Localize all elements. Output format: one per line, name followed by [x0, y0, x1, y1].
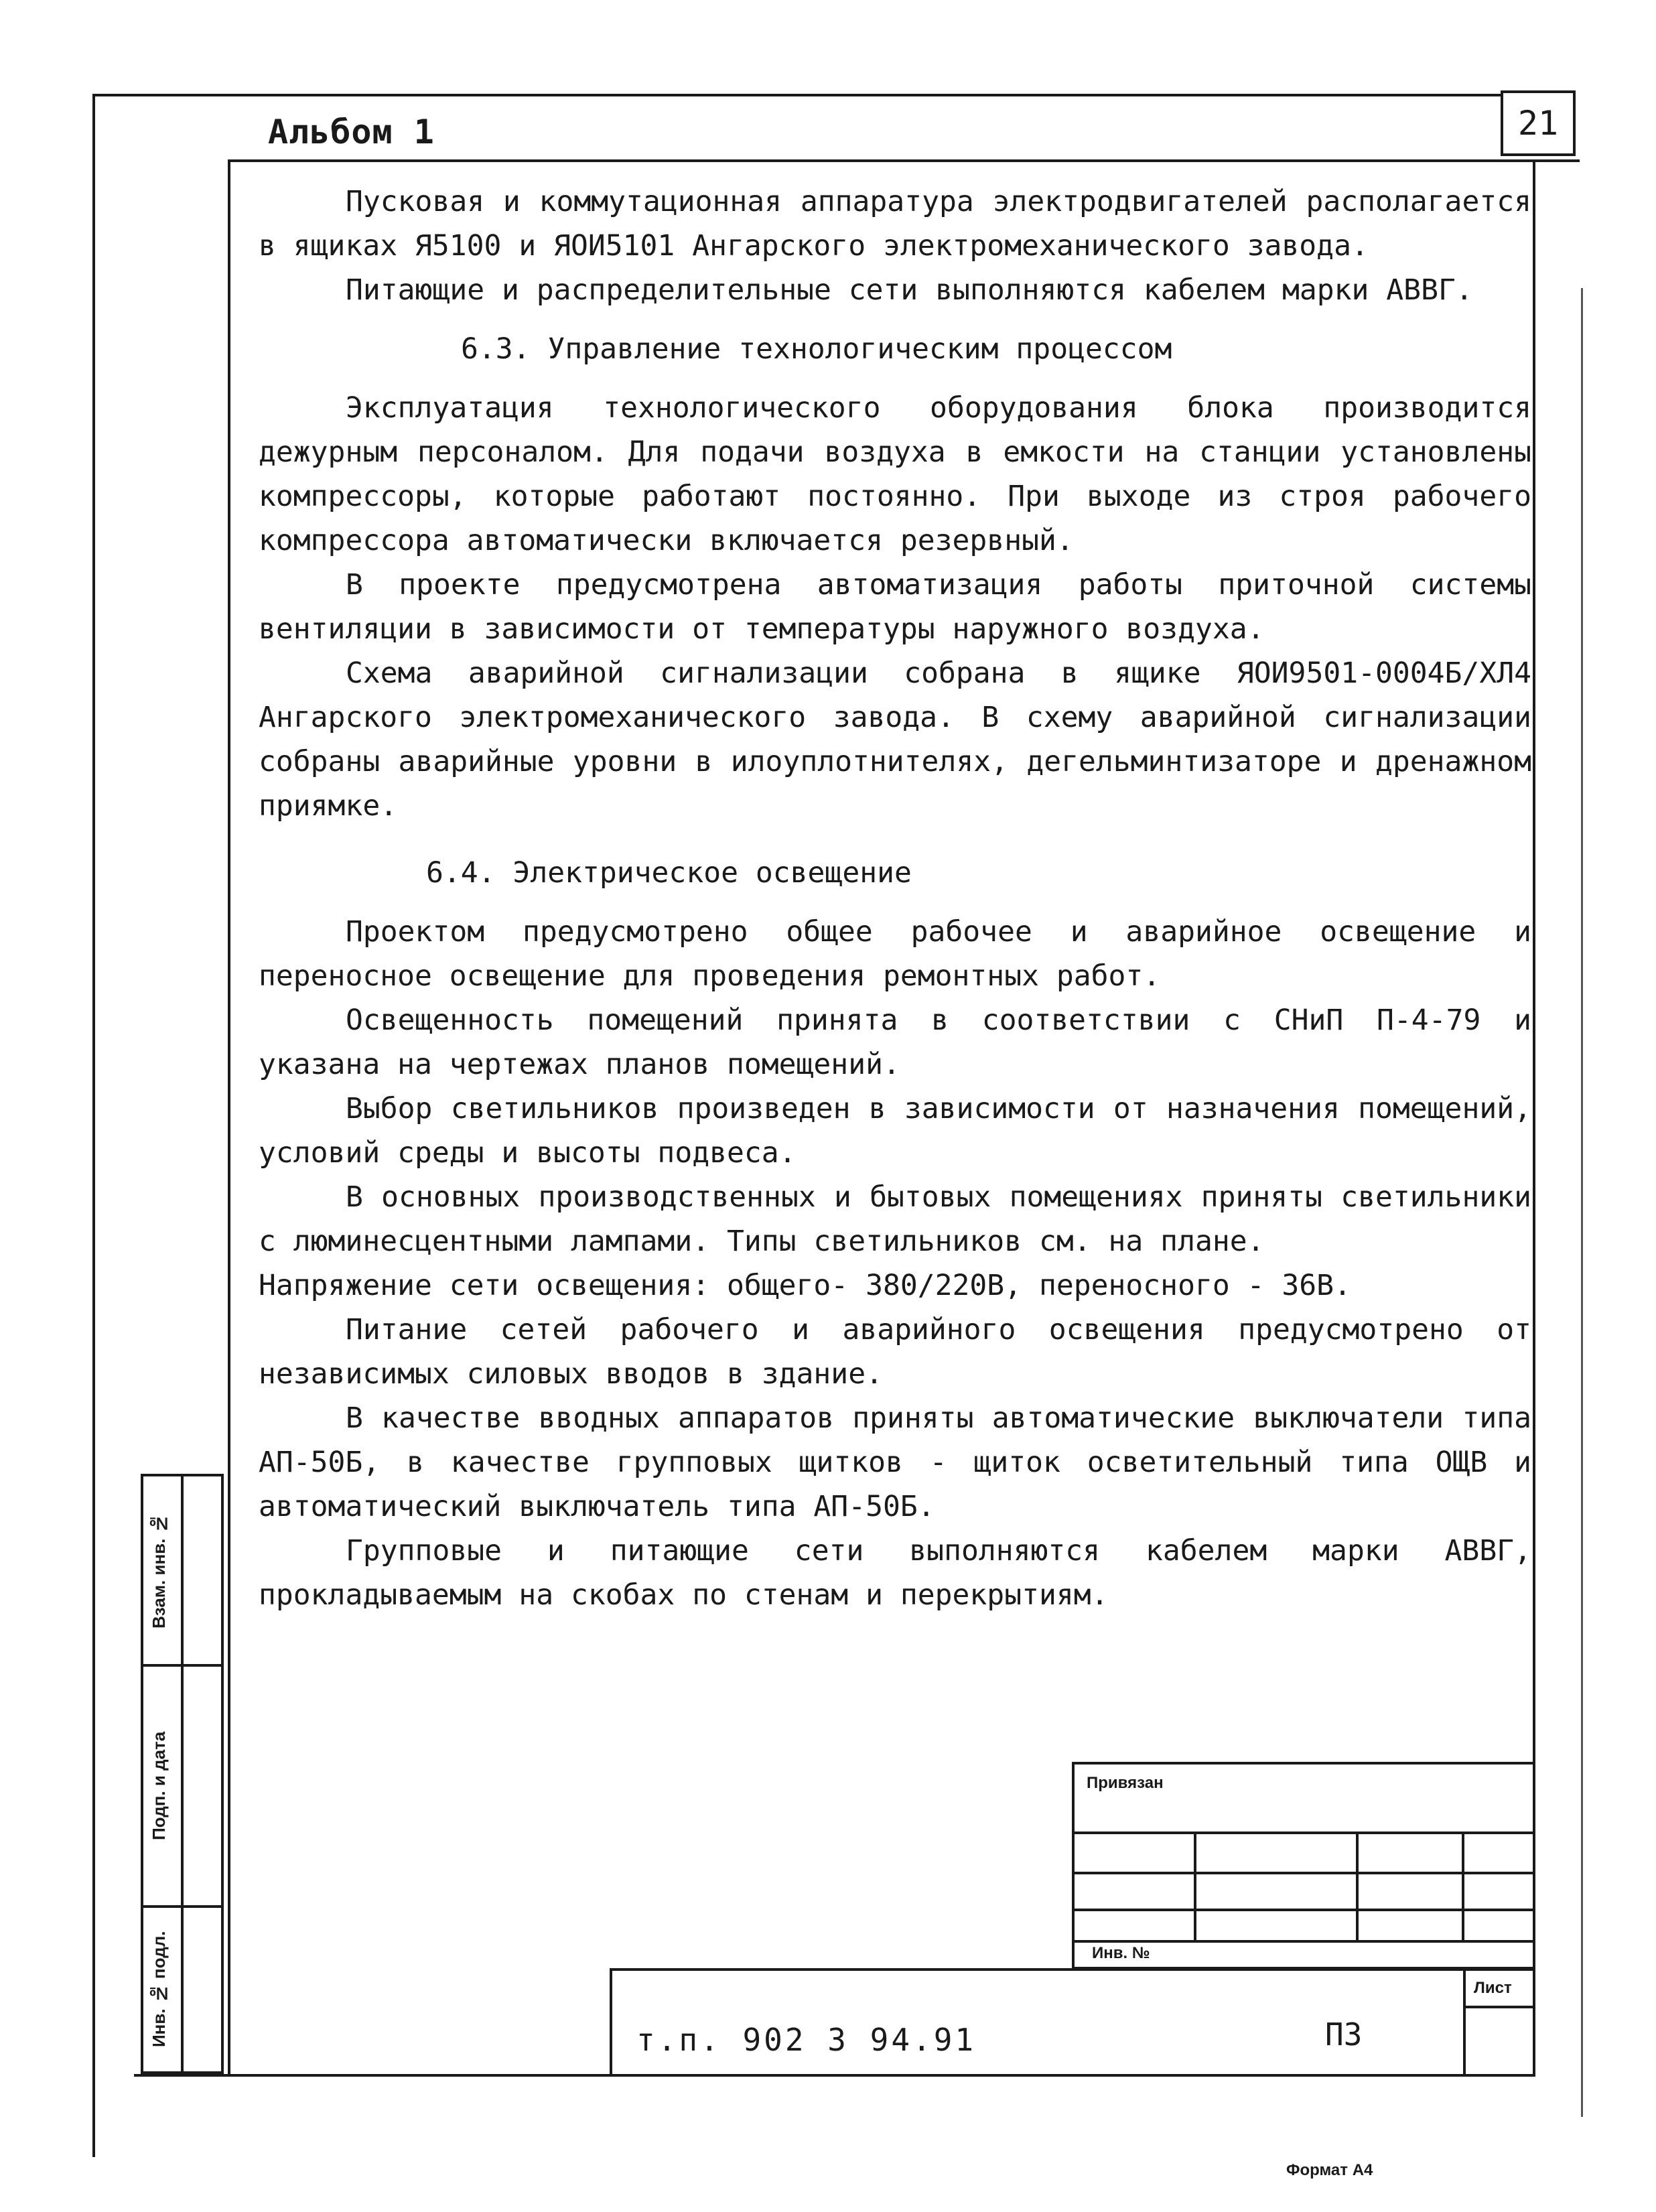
privyazan-label: Привязан [1087, 1774, 1164, 1792]
paragraph: Освещенность помещений принята в соответствии с СНиП П-4-79 и указана на чертежах планов помещений. [259, 1004, 1531, 1081]
section-heading: 6.3. Управление технологическим процессом [461, 332, 1172, 366]
margin-mark [1581, 288, 1583, 2117]
inv-no-label: Инв. № [1092, 1944, 1150, 1962]
outer-left-border [92, 94, 95, 2157]
title-block-divider [1463, 1971, 1466, 2074]
side-stamp-divider [181, 1476, 184, 2071]
format-label: Формат А4 [1286, 2161, 1373, 2179]
side-stamp-row-line [143, 1664, 221, 1667]
page-number-box [1501, 90, 1576, 156]
paragraph: Схема аварийной сигнализации собрана в ящике ЯОИ9501-0004Б/ХЛ4 Ангарского электромеханического завода. В схему аварийной сигнализации собраны аварийные уровни в илоуплотнителях, дегельминтизаторе и дренажном приямке. [259, 656, 1531, 823]
inner-left-border [228, 159, 230, 2075]
section-heading: 6.4. Электрическое освещение [426, 856, 912, 890]
paragraph: В основных производственных и бытовых помещениях приняты светильники с люминесцентными лампами. Типы светильников см. на плане. [259, 1180, 1531, 1258]
side-stamp [141, 1474, 224, 2074]
list-label: Лист [1474, 1979, 1512, 1997]
paragraph: Питающие и распределительные сети выполняются кабелем марки АВВГ. [346, 273, 1473, 307]
paragraph: Питание сетей рабочего и аварийного освещения предусмотрено от независимых силовых вводов в здание. [259, 1313, 1531, 1391]
stamp-col-line [1356, 1831, 1359, 1940]
inner-top-border [228, 159, 1580, 162]
paragraph: Напряжение сети освещения: общего- 380/220В, переносного - 36В. [259, 1269, 1351, 1302]
page-number: 21 [1517, 104, 1559, 143]
stamp-col-line [1462, 1831, 1464, 1940]
album-label: Альбом 1 [268, 113, 435, 151]
paragraph: Выбор светильников произведен в зависимости от назначения помещений, условий среды и высоты подвеса. [259, 1092, 1531, 1170]
side-stamp-row-line [143, 1905, 221, 1908]
podp-data-label: Подп. и дата [149, 1731, 169, 1841]
sheet-code: ПЗ [1325, 2016, 1363, 2053]
paragraph: Проектом предусмотрено общее рабочее и аварийное освещение и переносное освещение для проведения ремонтных работ. [259, 915, 1531, 993]
paragraph: Эксплуатация технологического оборудования блока производится дежурным персоналом. Для подачи воздуха в емкости на станции установлены компрессоры, которые работают постоянно. При выходе из строя рабочего компрессора автоматически включается резервный. [259, 391, 1531, 557]
paragraph: Групповые и питающие сети выполняются кабелем марки АВВГ, прокладываемым на скобах по стенам и перекрытиям. [259, 1534, 1531, 1612]
vzam-inv-label: Взам. инв. № [149, 1513, 169, 1629]
stamp-col-line [1194, 1831, 1196, 1940]
inv-podl-label: Инв. № подл. [149, 1931, 169, 2047]
binding-stamp [1072, 1762, 1535, 1969]
stamp-row-line [1075, 1940, 1533, 1943]
top-border [94, 94, 1501, 96]
title-block-row-line [1463, 2006, 1533, 2008]
paragraph: Пусковая и коммутационная аппаратура электродвигателей располагается в ящиках Я5100 и ЯОИ5101 Ангарского электромеханического завода. [259, 185, 1531, 263]
document-code: т.п. 902 3 94.91 [636, 2022, 977, 2058]
paragraph: В качестве вводных аппаратов приняты автоматические выключатели типа АП-50Б, в качестве групповых щитков - щиток осветительный типа ОЩВ и автоматический выключатель типа АП-50Б. [259, 1401, 1531, 1523]
document-body [259, 180, 1531, 1617]
paragraph: В проекте предусмотрена автоматизация работы приточной системы вентиляции в зависимости от температуры наружного воздуха. [259, 568, 1531, 646]
